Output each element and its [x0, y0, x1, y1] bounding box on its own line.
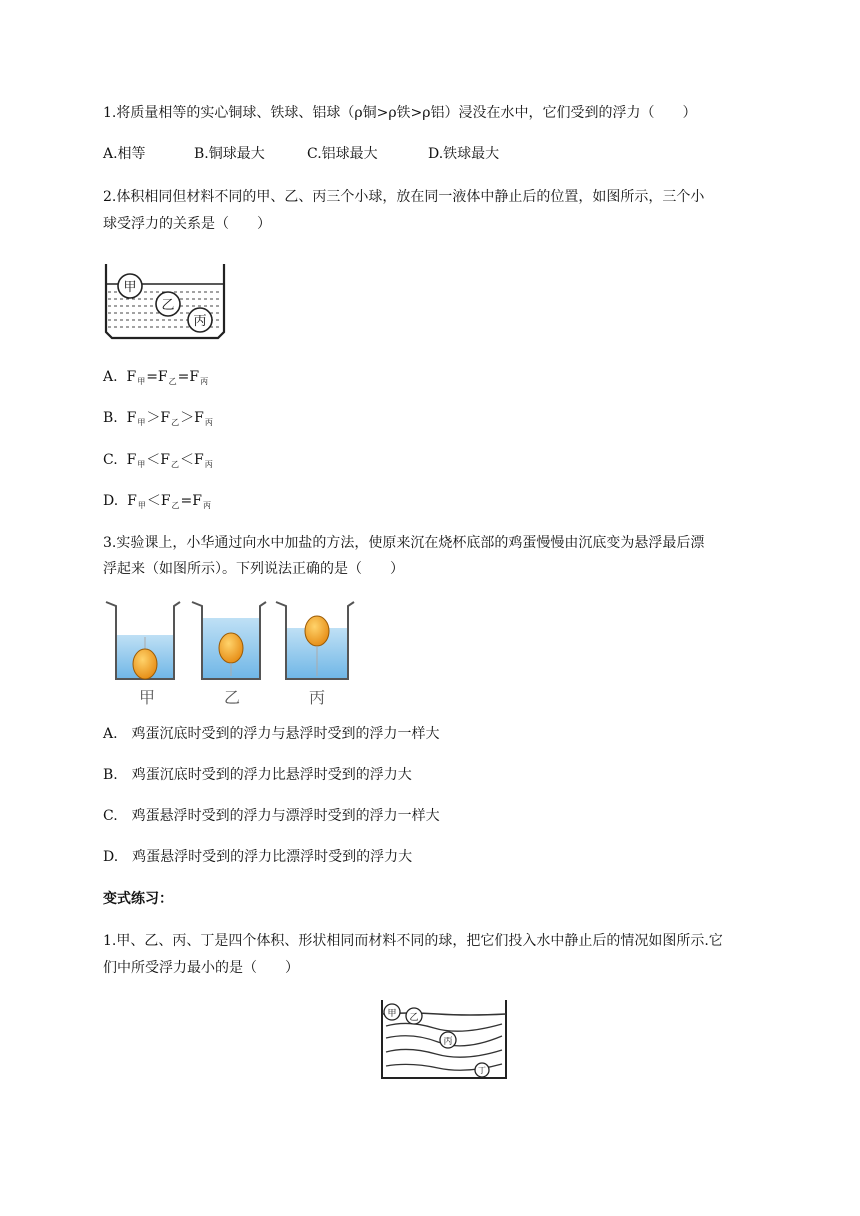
q2-stem-line2: 球受浮力的关系是（ ） — [103, 216, 271, 232]
variant-label-ding: 丁 — [478, 1066, 486, 1075]
q3-option-a: A. 鸡蛋沉底时受到的浮力与悬浮时受到的浮力一样大 — [103, 726, 440, 742]
q2-option-d: D. $F_甲<F_乙=F_丙$ — [103, 493, 211, 510]
q2-label-yi: 乙 — [161, 298, 175, 313]
q3-label-yi: 乙 — [223, 688, 241, 706]
q2-label-bing: 丙 — [193, 314, 207, 329]
variant-q1-line1: 1.甲、乙、丙、丁是四个体积、形状相同而材料不同的球，把它们投入水中静止后的情况如图所示.它 — [103, 933, 723, 949]
q2-option-a: A. $F_甲=F_乙=F_丙$ — [103, 369, 209, 386]
q3-stem-line1: 3.实验课上，小华通过向水中加盐的方法，使原来沉在烧杯底部的鸡蛋慢慢由沉底变为悬浮最后漂 — [103, 535, 705, 551]
q1-option-c: C.铝球最大 — [307, 146, 378, 162]
q3-label-bing: 丙 — [308, 688, 326, 706]
q3-label-jia: 甲 — [138, 688, 156, 706]
q3-option-d: D. 鸡蛋悬浮时受到的浮力比漂浮时受到的浮力大 — [103, 849, 413, 865]
variant-heading: 变式练习： — [103, 891, 173, 907]
q3-option-c: C. 鸡蛋悬浮时受到的浮力与漂浮时受到的浮力一样大 — [103, 808, 440, 824]
q2-stem-line1: 2.体积相同但材料不同的甲、乙、丙三个小球，放在同一液体中静止后的位置，如图所示，三个小 — [103, 189, 705, 205]
variant-container-figure — [378, 998, 510, 1082]
q1-option-b: B.铜球最大 — [194, 146, 265, 162]
q1-option-d: D.铁球最大 — [428, 146, 500, 162]
q1-stem: 1.将质量相等的实心铜球、铁球、铝球（ρ铜>ρ铁>ρ铝）浸没在水中，它们受到的浮力（ ） — [103, 105, 697, 121]
q3-beakers-figure — [102, 598, 358, 706]
q2-option-b: B. $F_甲>F_乙>F_丙$ — [103, 410, 213, 427]
q2-container-figure — [102, 262, 228, 340]
variant-label-bing: 丙 — [443, 1037, 453, 1047]
q3-stem-line2: 浮起来（如图所示）。下列说法正确的是（ ） — [103, 561, 404, 577]
variant-label-jia: 甲 — [387, 1009, 397, 1019]
variant-q1-line2: 们中所受浮力最小的是（ ） — [103, 960, 299, 976]
q3-option-b: B. 鸡蛋沉底时受到的浮力比悬浮时受到的浮力大 — [103, 767, 412, 783]
q1-option-a: A.相等 — [103, 146, 146, 162]
variant-label-yi: 乙 — [409, 1013, 419, 1023]
q2-label-jia: 甲 — [123, 280, 137, 295]
q2-option-c: C. $F_甲<F_乙<F_丙$ — [103, 452, 213, 469]
